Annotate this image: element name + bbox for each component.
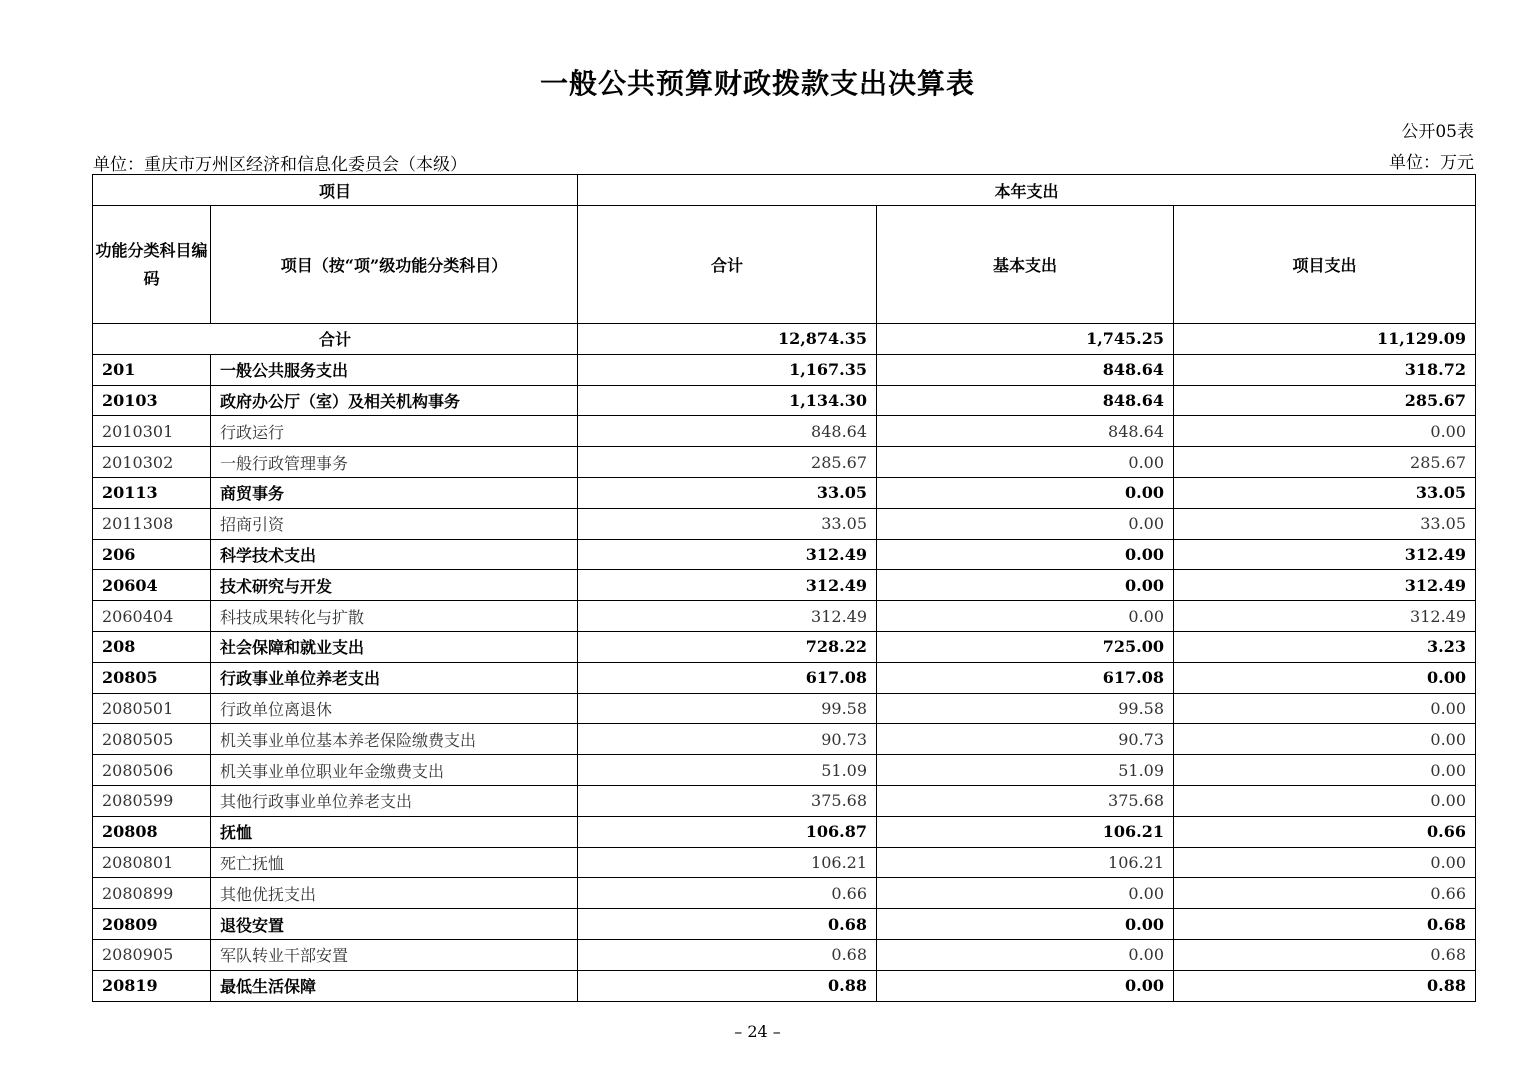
table-row — [93, 385, 1476, 416]
row-code: 2080801 — [93, 847, 211, 878]
row-basic: 0.00 — [877, 601, 1174, 632]
row-basic: 0.00 — [877, 539, 1174, 570]
row-code: 2080501 — [93, 693, 211, 724]
row-total: 106.21 — [578, 847, 877, 878]
row-total: 51.09 — [578, 755, 877, 786]
row-name: 政府办公厅（室）及相关机构事务 — [211, 385, 578, 416]
row-project: 0.00 — [1174, 416, 1476, 447]
row-code: 2011308 — [93, 508, 211, 539]
row-basic: 0.00 — [877, 909, 1174, 940]
row-basic: 0.00 — [877, 570, 1174, 601]
row-project: 318.72 — [1174, 354, 1476, 385]
row-code: 2010302 — [93, 447, 211, 478]
header-row-columns — [93, 206, 1476, 324]
row-name: 科技成果转化与扩散 — [211, 601, 578, 632]
table-row — [93, 539, 1476, 570]
table-row — [93, 909, 1476, 940]
table-row — [93, 570, 1476, 601]
row-total: 312.49 — [578, 539, 877, 570]
row-name: 死亡抚恤 — [211, 847, 578, 878]
row-project: 312.49 — [1174, 539, 1476, 570]
table-row — [93, 508, 1476, 539]
header-code: 功能分类科目编码 — [93, 206, 211, 324]
table-row — [93, 354, 1476, 385]
row-project: 312.49 — [1174, 601, 1476, 632]
row-basic: 848.64 — [877, 354, 1174, 385]
total-basic: 1,745.25 — [877, 324, 1174, 355]
row-basic: 848.64 — [877, 385, 1174, 416]
row-code: 20819 — [93, 970, 211, 1001]
row-project: 0.88 — [1174, 970, 1476, 1001]
row-total: 1,167.35 — [578, 354, 877, 385]
row-project: 285.67 — [1174, 385, 1476, 416]
row-project: 0.00 — [1174, 755, 1476, 786]
table-row — [93, 416, 1476, 447]
row-code: 2080905 — [93, 939, 211, 970]
header-project-exp: 项目支出 — [1174, 206, 1476, 324]
table-row — [93, 662, 1476, 693]
row-name: 商贸事务 — [211, 477, 578, 508]
table-row — [93, 878, 1476, 909]
row-basic: 0.00 — [877, 939, 1174, 970]
row-name: 科学技术支出 — [211, 539, 578, 570]
form-number: 公开05表 — [1401, 122, 1474, 142]
row-total: 0.66 — [578, 878, 877, 909]
row-name: 行政事业单位养老支出 — [211, 662, 578, 693]
row-basic: 90.73 — [877, 724, 1174, 755]
row-project: 0.00 — [1174, 693, 1476, 724]
table-row — [93, 785, 1476, 816]
row-basic: 0.00 — [877, 970, 1174, 1001]
row-code: 20809 — [93, 909, 211, 940]
row-project: 33.05 — [1174, 477, 1476, 508]
header-total: 合计 — [578, 206, 877, 324]
row-project: 33.05 — [1174, 508, 1476, 539]
row-basic: 106.21 — [877, 816, 1174, 847]
row-project: 3.23 — [1174, 631, 1476, 662]
row-code: 20805 — [93, 662, 211, 693]
row-project: 312.49 — [1174, 570, 1476, 601]
row-name: 一般公共服务支出 — [211, 354, 578, 385]
total-total: 12,874.35 — [578, 324, 877, 355]
header-current-year: 本年支出 — [578, 175, 1476, 206]
row-name: 机关事业单位职业年金缴费支出 — [211, 755, 578, 786]
row-code: 2010301 — [93, 416, 211, 447]
page-number: – 24 – — [734, 1022, 781, 1041]
row-code: 2080506 — [93, 755, 211, 786]
row-code: 2060404 — [93, 601, 211, 632]
row-name: 退役安置 — [211, 909, 578, 940]
table-row — [93, 970, 1476, 1001]
row-code: 208 — [93, 631, 211, 662]
row-project: 0.68 — [1174, 939, 1476, 970]
row-name: 招商引资 — [211, 508, 578, 539]
row-project: 285.67 — [1174, 447, 1476, 478]
row-name: 行政运行 — [211, 416, 578, 447]
table-row — [93, 755, 1476, 786]
row-project: 0.68 — [1174, 909, 1476, 940]
row-total: 848.64 — [578, 416, 877, 447]
row-project: 0.00 — [1174, 847, 1476, 878]
total-project: 11,129.09 — [1174, 324, 1476, 355]
unit-label: 单位：万元 — [1389, 153, 1474, 173]
row-code: 2080899 — [93, 878, 211, 909]
row-total: 0.68 — [578, 909, 877, 940]
table-row — [93, 724, 1476, 755]
page-title: 一般公共预算财政拨款支出决算表 — [539, 67, 975, 100]
row-name: 军队转业干部安置 — [211, 939, 578, 970]
table-row — [93, 847, 1476, 878]
row-total: 33.05 — [578, 508, 877, 539]
row-project: 0.00 — [1174, 785, 1476, 816]
organization-label: 单位：重庆市万州区经济和信息化委员会（本级） — [93, 155, 467, 175]
row-name: 机关事业单位基本养老保险缴费支出 — [211, 724, 578, 755]
header-row-group — [93, 175, 1476, 206]
row-total: 0.68 — [578, 939, 877, 970]
row-name: 其他行政事业单位养老支出 — [211, 785, 578, 816]
header-name: 项目（按“项”级功能分类科目） — [211, 206, 578, 324]
total-label: 合计 — [93, 324, 578, 355]
row-basic: 725.00 — [877, 631, 1174, 662]
expenditure-table — [92, 174, 1476, 1002]
row-code: 20808 — [93, 816, 211, 847]
row-total: 0.88 — [578, 970, 877, 1001]
row-name: 最低生活保障 — [211, 970, 578, 1001]
row-total: 33.05 — [578, 477, 877, 508]
row-name: 抚恤 — [211, 816, 578, 847]
row-project: 0.00 — [1174, 662, 1476, 693]
row-code: 20604 — [93, 570, 211, 601]
row-name: 技术研究与开发 — [211, 570, 578, 601]
row-basic: 0.00 — [877, 878, 1174, 909]
row-code: 2080505 — [93, 724, 211, 755]
table-row — [93, 447, 1476, 478]
row-total: 285.67 — [578, 447, 877, 478]
row-name: 其他优抚支出 — [211, 878, 578, 909]
row-basic: 848.64 — [877, 416, 1174, 447]
table-body — [93, 324, 1476, 1002]
header-basic: 基本支出 — [877, 206, 1174, 324]
row-total: 728.22 — [578, 631, 877, 662]
row-basic: 0.00 — [877, 477, 1174, 508]
row-project: 0.66 — [1174, 816, 1476, 847]
row-total: 1,134.30 — [578, 385, 877, 416]
row-basic: 51.09 — [877, 755, 1174, 786]
row-basic: 0.00 — [877, 508, 1174, 539]
row-basic: 375.68 — [877, 785, 1174, 816]
row-basic: 0.00 — [877, 447, 1174, 478]
table-row — [93, 631, 1476, 662]
row-code: 20103 — [93, 385, 211, 416]
row-total: 312.49 — [578, 601, 877, 632]
row-code: 201 — [93, 354, 211, 385]
row-name: 社会保障和就业支出 — [211, 631, 578, 662]
row-code: 20113 — [93, 477, 211, 508]
row-total: 375.68 — [578, 785, 877, 816]
total-row — [93, 324, 1476, 355]
table-row — [93, 601, 1476, 632]
table-row — [93, 816, 1476, 847]
row-basic: 617.08 — [877, 662, 1174, 693]
row-basic: 106.21 — [877, 847, 1174, 878]
row-basic: 99.58 — [877, 693, 1174, 724]
row-project: 0.66 — [1174, 878, 1476, 909]
row-total: 312.49 — [578, 570, 877, 601]
row-total: 99.58 — [578, 693, 877, 724]
row-project: 0.00 — [1174, 724, 1476, 755]
row-name: 一般行政管理事务 — [211, 447, 578, 478]
row-total: 90.73 — [578, 724, 877, 755]
row-code: 2080599 — [93, 785, 211, 816]
header-project: 项目 — [93, 175, 578, 206]
row-name: 行政单位离退休 — [211, 693, 578, 724]
table-row — [93, 693, 1476, 724]
row-total: 617.08 — [578, 662, 877, 693]
row-code: 206 — [93, 539, 211, 570]
row-total: 106.87 — [578, 816, 877, 847]
table-row — [93, 477, 1476, 508]
table-row — [93, 939, 1476, 970]
